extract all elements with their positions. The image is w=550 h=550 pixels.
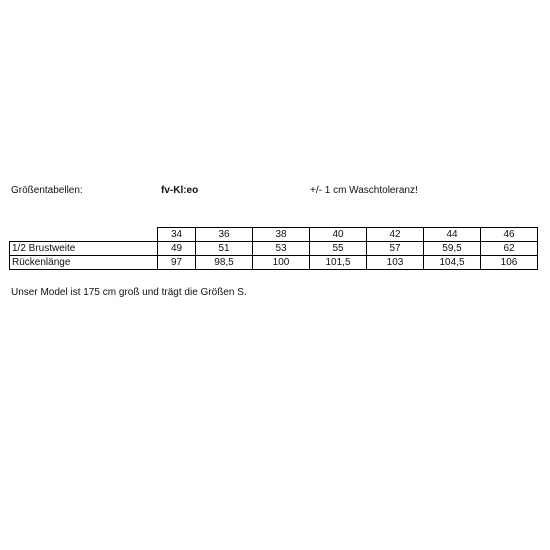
value-cell: 106 (481, 256, 538, 270)
product-name: fv-Kl:eo (161, 185, 199, 196)
value-cell: 62 (481, 242, 538, 256)
row-label: Rückenlänge (10, 256, 158, 270)
value-cell: 55 (310, 242, 367, 256)
value-cell: 101,5 (310, 256, 367, 270)
value-cell: 103 (367, 256, 424, 270)
row-label: 1/2 Brustweite (10, 242, 158, 256)
value-cell: 104,5 (424, 256, 481, 270)
size-header-cell: 38 (253, 228, 310, 242)
empty-corner-cell (10, 228, 158, 242)
table-row (10, 242, 538, 256)
value-cell: 59,5 (424, 242, 481, 256)
model-size-footnote: Unser Model ist 175 cm groß und trägt die Größen S. (11, 287, 247, 298)
value-cell: 97 (158, 256, 196, 270)
wash-tolerance-note: +/- 1 cm Waschtoleranz! (310, 185, 418, 196)
size-header-row (10, 228, 538, 242)
table-row (10, 256, 538, 270)
size-header-cell: 34 (158, 228, 196, 242)
size-tables-heading: Größentabellen: (11, 185, 83, 196)
size-header-cell: 42 (367, 228, 424, 242)
size-header-cell: 46 (481, 228, 538, 242)
size-header-cell: 44 (424, 228, 481, 242)
size-header-cell: 36 (196, 228, 253, 242)
value-cell: 49 (158, 242, 196, 256)
value-cell: 53 (253, 242, 310, 256)
value-cell: 100 (253, 256, 310, 270)
size-table (9, 227, 538, 270)
value-cell: 51 (196, 242, 253, 256)
value-cell: 57 (367, 242, 424, 256)
value-cell: 98,5 (196, 256, 253, 270)
size-header-cell: 40 (310, 228, 367, 242)
